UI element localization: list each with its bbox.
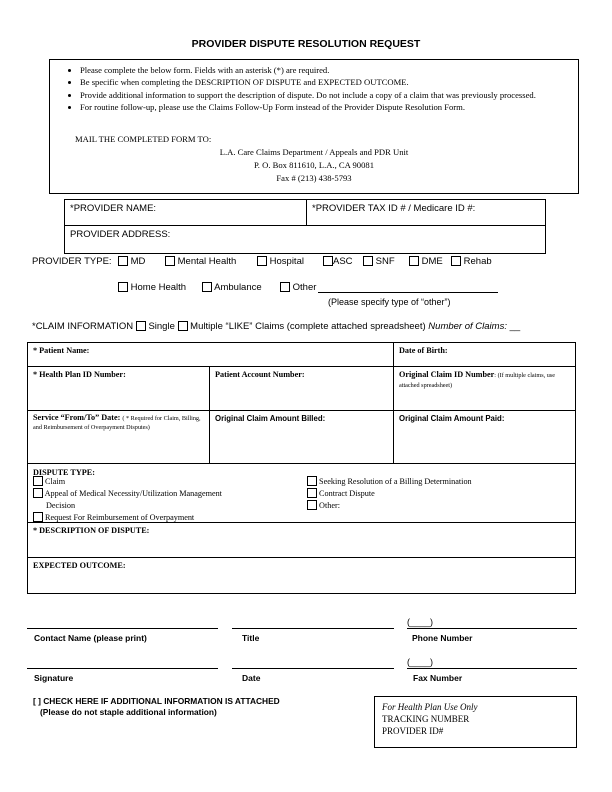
description-field[interactable] <box>27 522 576 558</box>
address-line: Fax # (213) 438-5793 <box>276 173 352 183</box>
orig-claim-id-label: Original Claim ID Number <box>399 370 495 379</box>
provider-name-label: *PROVIDER NAME: <box>70 203 157 214</box>
option-label: SNF <box>375 256 395 267</box>
instruction-item: • Provide additional information to support the description of dispute. Do not include a copy of a claim that was previously processed. <box>80 89 578 101</box>
single-label: Single <box>148 321 175 332</box>
checkbox-overpayment[interactable] <box>33 512 43 522</box>
amount-paid-field[interactable] <box>393 410 576 464</box>
contact-name-label: Contact Name (please print) <box>34 633 147 643</box>
other-type-note: (Please specify type of “other”) <box>328 297 451 307</box>
checkbox-hospital[interactable] <box>257 256 267 266</box>
instructions-box <box>49 59 579 194</box>
title-line[interactable] <box>232 628 394 629</box>
service-dates-label: Service “From/To” Date: <box>33 413 121 422</box>
checkbox-other-dispute[interactable] <box>307 500 317 510</box>
option-label: Home Health <box>130 282 187 293</box>
health-plan-use-box <box>374 696 577 748</box>
checkbox-md[interactable] <box>118 256 128 266</box>
phone-label: Phone Number <box>412 633 473 643</box>
contact-name-line[interactable] <box>27 628 218 629</box>
instruction-item: • Please complete the below form. Fields with an asterisk (*) are required. <box>80 64 578 76</box>
signature-line[interactable] <box>27 668 218 669</box>
tracking-number-label: TRACKING NUMBER <box>382 714 470 724</box>
checkbox-rehab[interactable] <box>451 256 461 266</box>
provider-name-field[interactable] <box>64 199 307 226</box>
date-label: Date <box>242 673 261 683</box>
area-code: (____) <box>407 657 434 667</box>
option-label: Claim <box>45 477 66 486</box>
option-label: Mental Health <box>177 256 237 267</box>
provider-tax-id-field[interactable] <box>306 199 546 226</box>
dob-label: Date of Birth: <box>399 346 448 355</box>
service-dates-field[interactable] <box>27 410 210 464</box>
option-label: Seeking Resolution of a Billing Determination <box>319 477 472 486</box>
checkbox-billing-determination[interactable] <box>307 476 317 486</box>
provider-type-label: PROVIDER TYPE: <box>32 256 112 267</box>
patient-name-field[interactable] <box>27 342 394 367</box>
description-label: * DESCRIPTION OF DISPUTE: <box>33 526 150 535</box>
option-label: ASC <box>333 256 353 267</box>
service-dates-note: ( * Required for Claim, Billing, and Reimbursement of Overpayment Disputes) <box>33 415 201 431</box>
option-label-continued: Decision <box>46 501 76 510</box>
date-line[interactable] <box>232 668 394 669</box>
address-line: L.A. Care Claims Department / Appeals and PDR Unit <box>219 147 409 157</box>
option-label: Contract Dispute <box>319 489 375 498</box>
checkbox-snf[interactable] <box>363 256 373 266</box>
amount-paid-label: Original Claim Amount Paid: <box>399 414 505 423</box>
mail-label: MAIL THE COMPLETED FORM TO: <box>75 134 212 144</box>
checkbox-home-health[interactable] <box>118 282 128 292</box>
additional-info-checkbox[interactable]: [ ] CHECK HERE IF ADDITIONAL INFORMATION IS ATTACHED <box>33 696 280 706</box>
claim-info-label: *CLAIM INFORMATION <box>32 321 134 332</box>
option-label: Other <box>292 282 317 293</box>
checkbox-ambulance[interactable] <box>202 282 212 292</box>
plan-use-label: For Health Plan Use Only <box>382 702 478 712</box>
checkbox-contract-dispute[interactable] <box>307 488 317 498</box>
option-label: DME <box>421 256 443 267</box>
option-label: Rehab <box>463 256 492 267</box>
signature-label: Signature <box>34 673 74 683</box>
option-label: Appeal of Medical Necessity/Utilization Management <box>44 489 222 498</box>
instruction-item: • Be specific when completing the DESCRIPTION OF DISPUTE and EXPECTED OUTCOME. <box>80 76 578 88</box>
patient-account-label: Patient Account Number: <box>215 370 305 379</box>
number-of-claims-label: Number of Claims: <box>428 321 507 332</box>
no-staple-note: (Please do not staple additional information) <box>40 707 217 717</box>
checkbox-appeal[interactable] <box>33 488 43 498</box>
patient-account-field[interactable] <box>209 366 394 411</box>
number-of-claims-blank[interactable]: __ <box>509 321 521 332</box>
checkbox-claim[interactable] <box>33 476 43 486</box>
amount-billed-field[interactable] <box>209 410 394 464</box>
fax-line[interactable] <box>407 668 577 669</box>
checkbox-multiple[interactable] <box>178 321 188 331</box>
orig-claim-id-field[interactable] <box>393 366 576 411</box>
expected-outcome-label: EXPECTED OUTCOME: <box>33 561 126 570</box>
health-plan-id-label: * Health Plan ID Number: <box>33 370 126 379</box>
address-line: P. O. Box 811610, L.A., CA 90081 <box>253 160 374 170</box>
title-label: Title <box>242 633 260 643</box>
dob-field[interactable] <box>393 342 576 367</box>
other-type-input-line[interactable] <box>318 292 498 293</box>
instruction-item: • For routine follow-up, please use the Claims Follow-Up Form instead of the Provider Dispute Resolution Form. <box>80 101 578 113</box>
amount-billed-label: Original Claim Amount Billed: <box>215 414 326 423</box>
option-label: Hospital <box>269 256 304 267</box>
checkbox-dme[interactable] <box>409 256 419 266</box>
provider-tax-id-label: *PROVIDER TAX ID # / Medicare ID #: <box>312 203 476 214</box>
orig-claim-id-note: : (If multiple claims, use attached spreadsheet) <box>399 372 555 389</box>
dispute-type-label: DISPUTE TYPE: <box>33 468 95 477</box>
phone-line[interactable] <box>407 628 577 629</box>
checkbox-other[interactable] <box>280 282 290 292</box>
option-label: Request For Reimbursement of Overpayment <box>45 513 195 522</box>
page-title: PROVIDER DISPUTE RESOLUTION REQUEST <box>191 38 421 50</box>
checkbox-mental-health[interactable] <box>165 256 175 266</box>
option-label: Ambulance <box>214 282 262 293</box>
multiple-label: Multiple “LIKE” Claims (complete attached spreadsheet) <box>190 321 426 332</box>
health-plan-id-field[interactable] <box>27 366 210 411</box>
area-code: (____) <box>407 617 434 627</box>
fax-label: Fax Number <box>413 673 463 683</box>
patient-name-label: * Patient Name: <box>33 346 90 355</box>
option-label: Other: <box>319 501 340 510</box>
option-label: MD <box>130 256 146 267</box>
provider-address-label: PROVIDER ADDRESS: <box>70 229 171 240</box>
provider-address-field[interactable] <box>64 225 546 254</box>
checkbox-single[interactable] <box>136 321 146 331</box>
checkbox-asc[interactable] <box>323 256 333 266</box>
provider-id-label: PROVIDER ID# <box>382 726 444 736</box>
dispute-type-section <box>27 463 576 523</box>
expected-outcome-field[interactable] <box>27 557 576 594</box>
